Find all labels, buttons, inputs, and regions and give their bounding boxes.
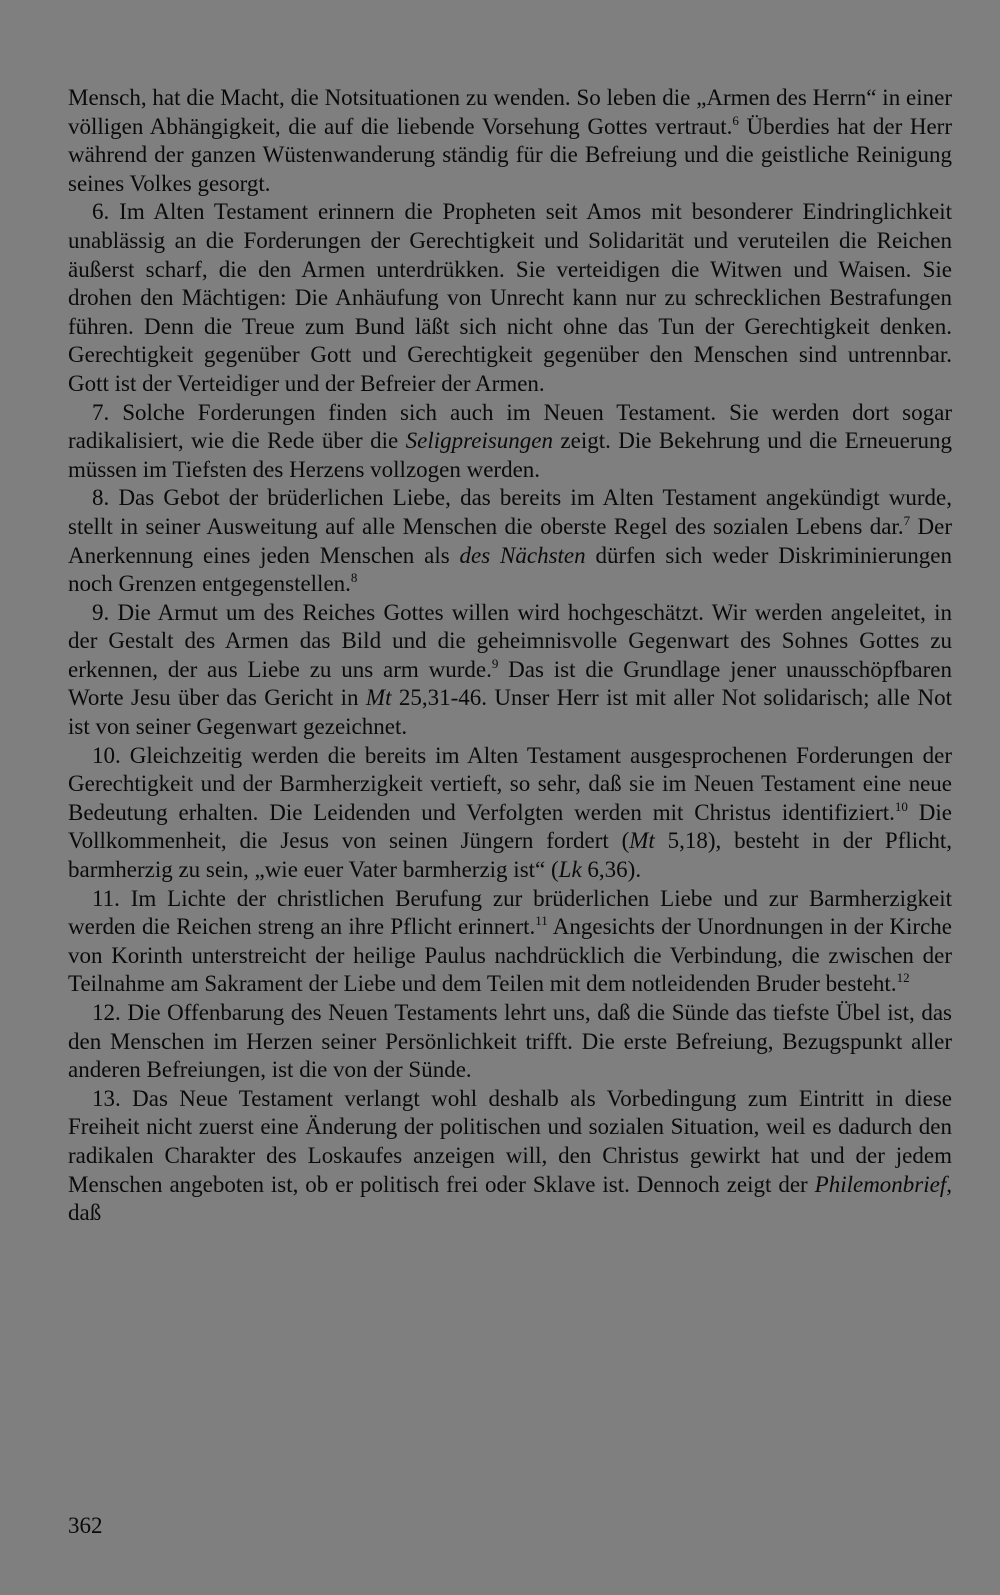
- text-run: 11. Im Lichte der christlichen Berufung zur brüderlichen Liebe und zur Barmherzigkeit werden die Reichen streng an ihre Pflicht erinnert.: [68, 885, 952, 940]
- text-run: 7. Solche Forderungen finden sich auch im Neuen Testament. Sie werden dort sogar radikalisiert, wie die Rede über die: [68, 399, 952, 454]
- text-run: 5,18), besteht in der Pflicht, barmherzig zu sein, „wie euer Vater barmherzig ist“ (: [68, 828, 952, 883]
- text-run: Angesichts der Unordnungen in der Kirche von Korinth unterstreicht der heilige Paulus nachdrücklich die Verbindung, die zwischen der Teilnahme am Sakrament der Liebe und dem Teilen mit dem notleidenden Bruder besteht.: [68, 914, 952, 997]
- text-run: 6,36).: [581, 857, 642, 883]
- footnote-ref: 12: [896, 970, 910, 986]
- text-run: Der Anerkennung eines jeden Menschen als: [68, 513, 952, 568]
- paragraph-6: [68, 198, 952, 398]
- paragraph-cont: [68, 84, 952, 198]
- footnote-ref: 11: [535, 913, 548, 929]
- italic-text: Seligpreisungen: [405, 428, 553, 454]
- text-run: 9. Die Armut um des Reiches Gottes willen wird hochgeschätzt. Wir werden angeleitet, in der Gestalt des Armen das Bild und die geheimnisvolle Gegenwart des Sohnes Gottes zu erkennen, der aus Liebe zu uns arm wurde.: [68, 599, 952, 682]
- italic-text: Philemonbrief,: [814, 1171, 952, 1197]
- paragraph-7: [68, 399, 952, 485]
- text-run: daß: [68, 1200, 102, 1226]
- paragraph-8: [68, 484, 952, 598]
- footnote-ref: 10: [894, 798, 908, 814]
- paragraph-11: [68, 885, 952, 999]
- footnote-ref: 6: [732, 112, 739, 128]
- paragraph-13: [68, 1085, 952, 1228]
- text-run: dürfen sich weder Diskriminierungen noch Grenzen entgegenstellen.: [68, 542, 953, 597]
- paragraph-10: [68, 742, 952, 885]
- italic-text: Lk: [558, 857, 582, 883]
- italic-text: Mt: [629, 828, 655, 854]
- text-run: Überdies hat der Herr während der ganzen Wüstenwanderung ständig für die Befreiung und die geistliche Reinigung seines Volkes gesorgt.: [68, 113, 952, 196]
- text-run: zeigt. Die Bekehrung und die Erneuerung müssen im Tiefsten des Herzens vollzogen werden.: [68, 428, 952, 482]
- footnote-ref: 8: [350, 570, 358, 586]
- text-run: Das ist die Grundlage jener unausschöpfbaren Worte Jesu über das Gericht in: [68, 656, 952, 711]
- text-run: Mensch, hat die Macht, die Notsituationen zu wenden. So leben die „Armen des Herrn“ in einer völligen Abhängigkeit, die auf die liebende Vorsehung Gottes vertraut.: [68, 85, 952, 139]
- text-run: 25,31-46. Unser Herr ist mit aller Not solidarisch; alle Not ist von seiner Gegenwart gezeichnet.: [68, 685, 952, 740]
- page-number: 362: [68, 1513, 103, 1538]
- text-run: 6. Im Alten Testament erinnern die Propheten seit Amos mit besonderer Eindringlichkeit unablässig an die Forderungen der Gerechtigkeit und Solidarität und veruteilen die Reichen äußerst scharf, die den Armen unterdrükken. Sie verteidigen die Witwen und Waisen. Sie drohen den Mächtigen: Die Anhäufung von Unrecht kann nur zu schrecklichen Bestrafungen führen. Denn die Treue zum Bund läßt sich nicht ohne das Tun der Gerechtigkeit denken. Gerechtigkeit gegenüber Gott und Gerechtigkeit gegenüber den Menschen sind untrennbar. Gott ist der Verteidiger und der Befreier der Armen.: [68, 199, 952, 396]
- footnote-ref: 7: [903, 512, 911, 528]
- paragraph-9: [68, 599, 952, 742]
- text-run: Die Vollkommenheit, die Jesus von seinen Jüngern fordert (: [68, 799, 952, 854]
- document-page: [68, 84, 952, 1228]
- italic-text: des Nächsten: [459, 542, 586, 568]
- text-run: 10. Gleichzeitig werden die bereits im Alten Testament ausgesprochenen Forderungen der Gerechtigkeit und der Barmherzigkeit vertieft, so sehr, daß sie im Neuen Testament eine neue Bedeutung erhalten. Die Leidenden und Verfolgten werden mit Christus identifiziert.: [68, 742, 952, 825]
- footnote-ref: 9: [491, 655, 499, 671]
- text-run: 12. Die Offenbarung des Neuen Testaments lehrt uns, daß die Sünde das tiefste Übel ist, das den Menschen im Herzen seiner Persönlichkeit trifft. Die erste Befreiung, Bezugspunkt aller anderen Befreiungen, ist die von der Sünde.: [68, 1000, 952, 1083]
- text-run: 13. Das Neue Testament verlangt wohl deshalb als Vorbedingung zum Eintritt in diese Freiheit nicht zuerst eine Änderung der politischen und sozialen Situation, weil es dadurch den radikalen Charakter des Loskaufes anzeigen will, den Christus gewirkt hat und der jedem Menschen angeboten ist, ob er politisch frei oder Sklave ist. Dennoch zeigt der: [68, 1085, 952, 1197]
- text-run: 8. Das Gebot der brüderlichen Liebe, das bereits im Alten Testament angekündigt wurde, stellt in seiner Ausweitung auf alle Menschen die oberste Regel des sozialen Lebens dar.: [68, 485, 952, 539]
- italic-text: Mt: [365, 685, 392, 711]
- paragraph-12: [68, 999, 952, 1085]
